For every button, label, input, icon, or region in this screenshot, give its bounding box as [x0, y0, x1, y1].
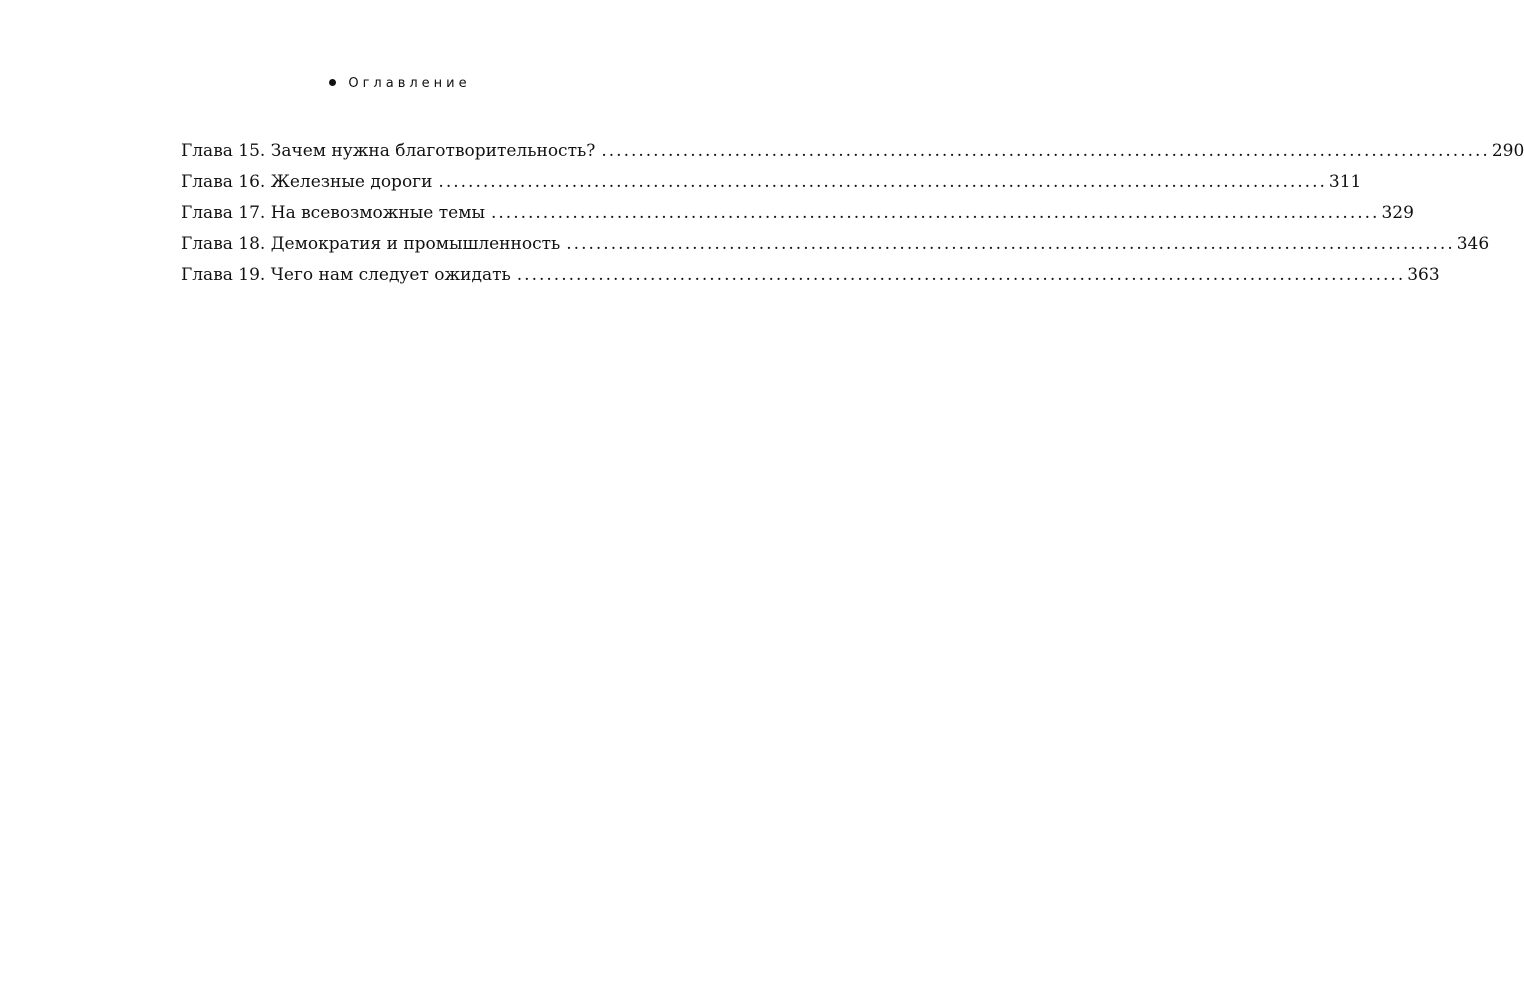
toc-entry[interactable]	[181, 136, 1524, 167]
toc-entry-title: Глава 17. На всевозможные темы	[181, 203, 485, 223]
toc-entry-page: 311	[1328, 172, 1362, 192]
toc-entry-page: 290	[1491, 141, 1524, 161]
toc-entry-title: Глава 15. Зачем нужна благотворительность?	[181, 141, 596, 161]
toc-entry[interactable]	[181, 198, 1414, 229]
toc-leader-dots: ........................................................................................................................	[601, 141, 1490, 161]
running-header	[0, 74, 800, 94]
toc-entry-title: Глава 18. Демократия и промышленность	[181, 234, 561, 254]
toc-leader-dots: ........................................................................................................................	[516, 265, 1406, 285]
section-title: Оглавление	[348, 76, 471, 91]
bullet-icon	[329, 79, 336, 86]
table-of-contents	[181, 136, 1524, 291]
toc-leader-dots: ........................................................................................................................	[490, 203, 1380, 223]
toc-entry[interactable]	[181, 229, 1490, 260]
toc-entry-title: Глава 16. Железные дороги	[181, 172, 433, 192]
toc-leader-dots: ........................................................................................................................	[438, 172, 1327, 192]
toc-entry[interactable]	[181, 167, 1362, 198]
toc-entry-page: 346	[1456, 234, 1490, 254]
toc-entry[interactable]	[181, 260, 1440, 291]
toc-leader-dots: ........................................................................................................................	[566, 234, 1455, 254]
toc-entry-title: Глава 19. Чего нам следует ожидать	[181, 265, 511, 285]
toc-entry-page: 363	[1407, 265, 1440, 285]
toc-entry-page: 329	[1381, 203, 1414, 223]
